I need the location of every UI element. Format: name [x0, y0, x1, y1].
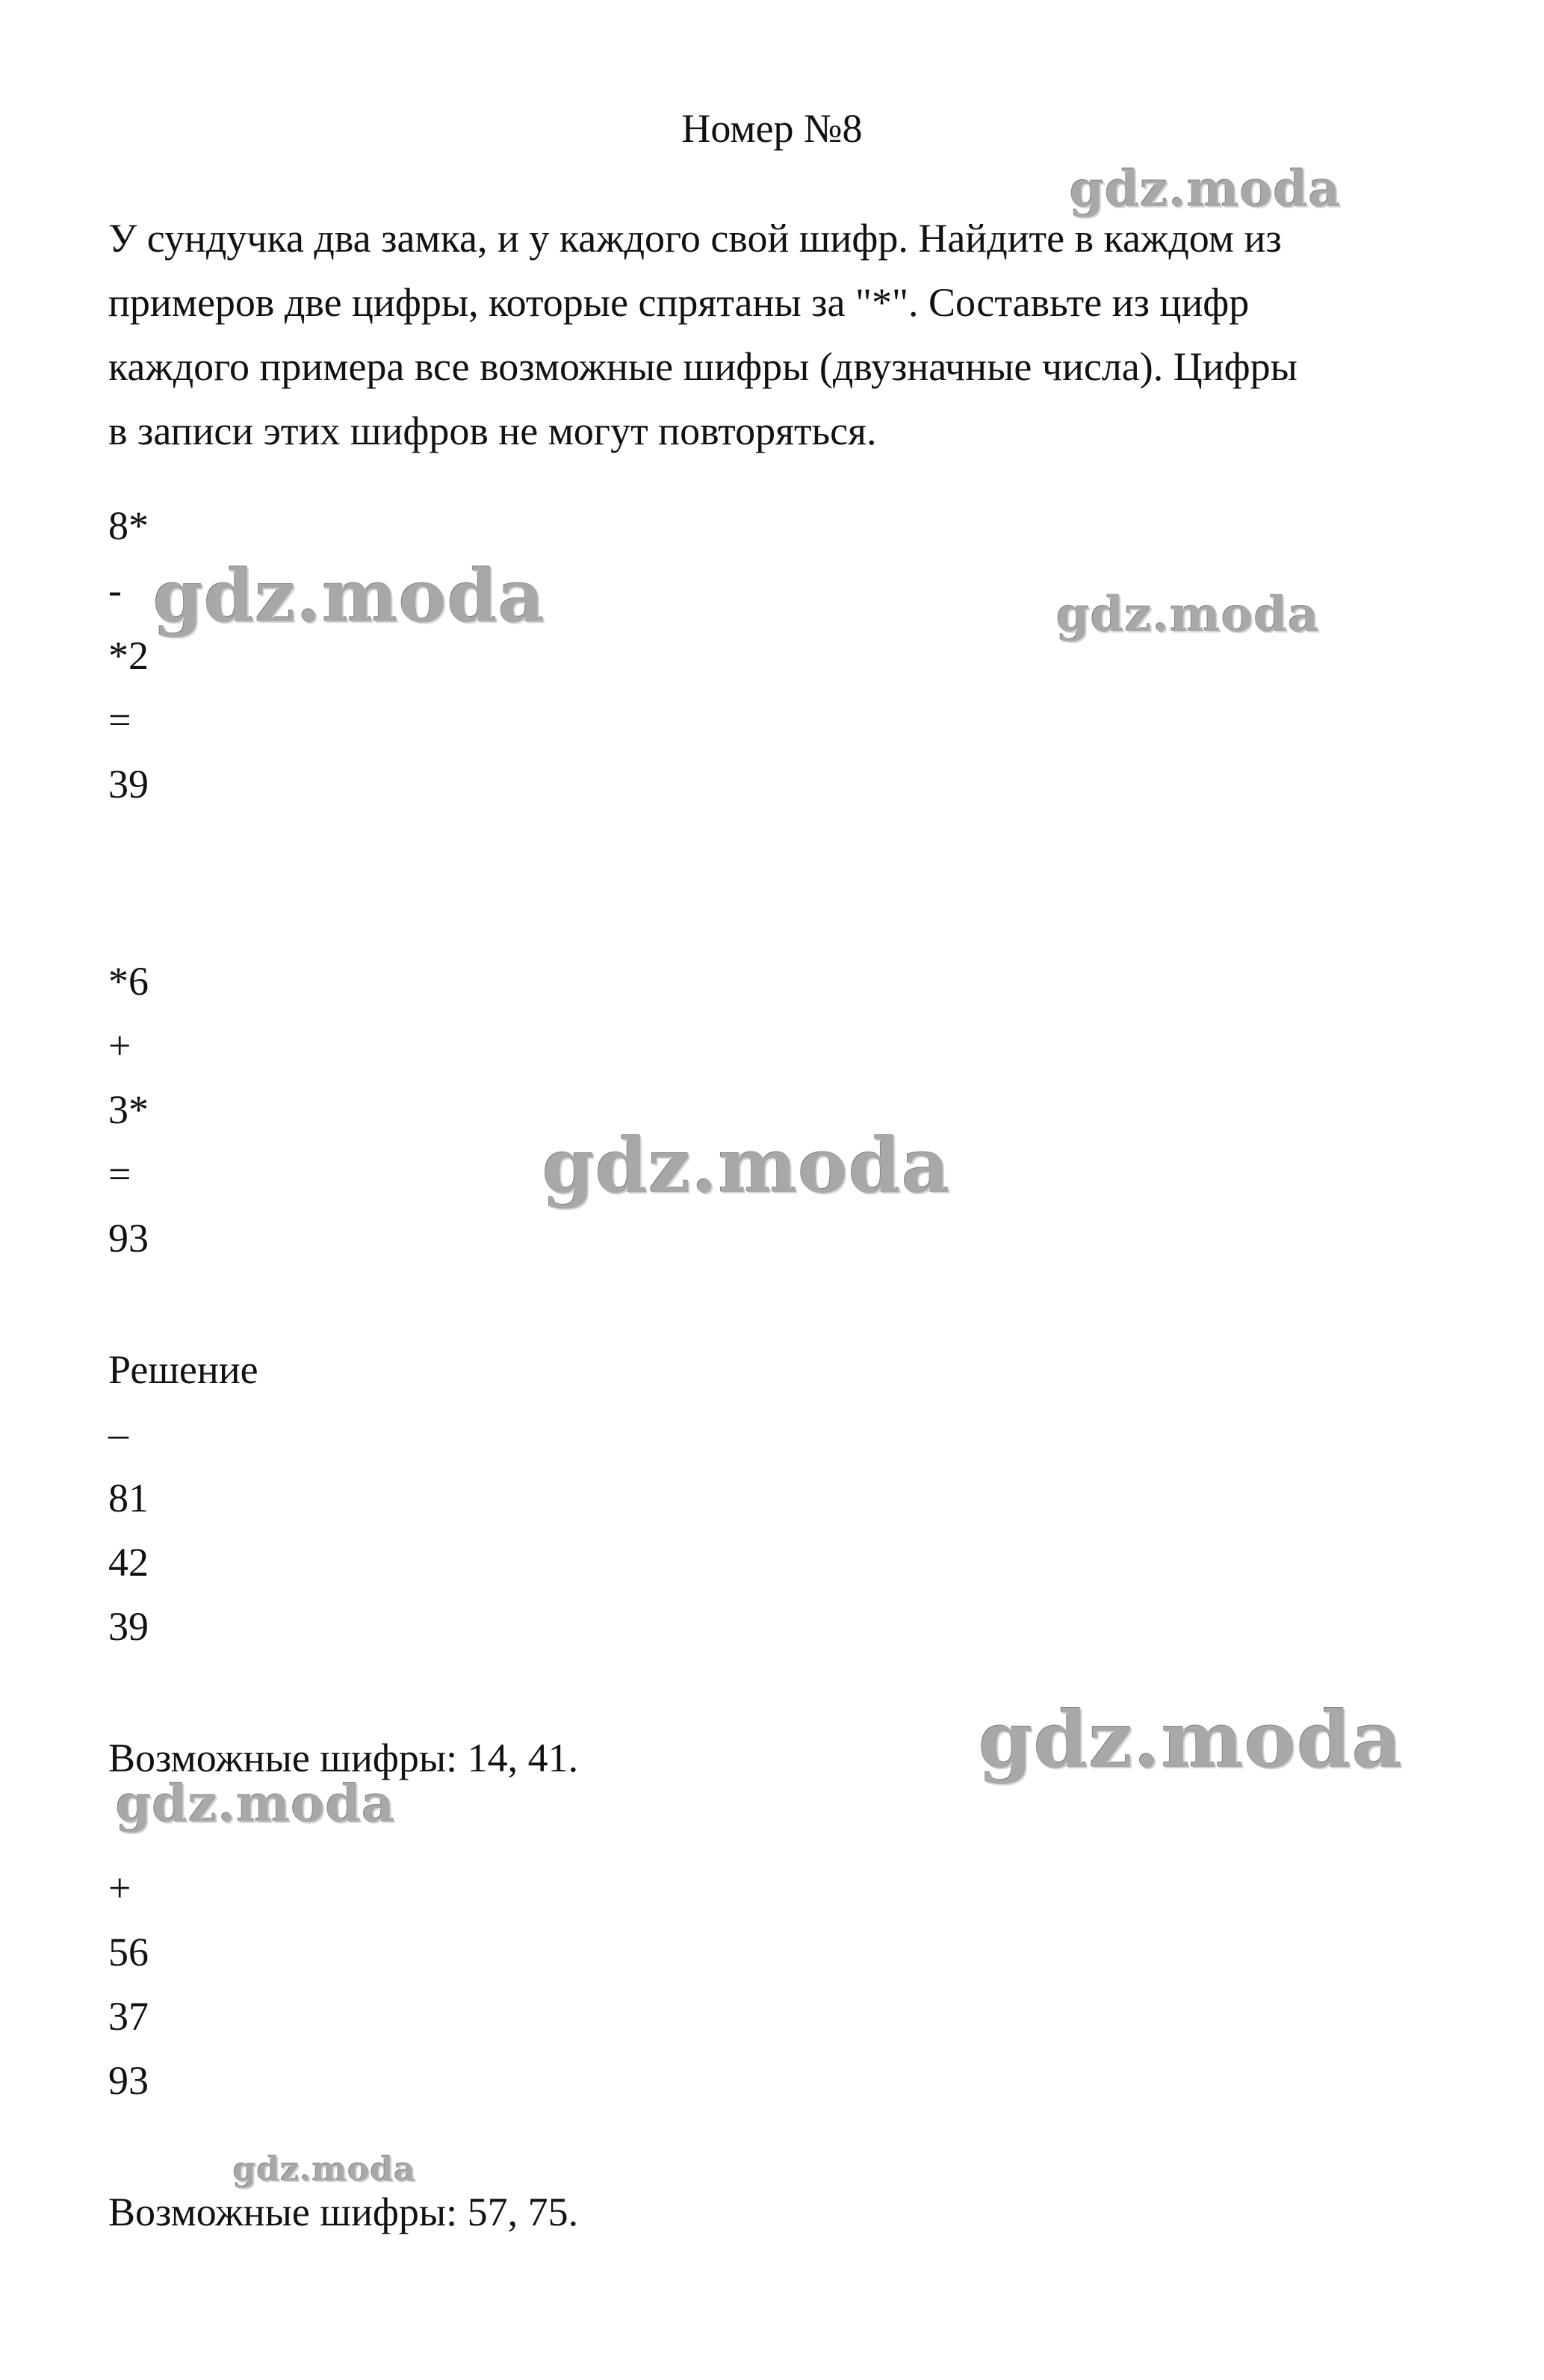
watermark-logo: gdz.moda	[1056, 587, 1320, 643]
solution2-answer: Возможные шифры: 57, 75.	[108, 2190, 579, 2234]
example1-operator: -	[108, 568, 122, 612]
watermark-logo: gdz.moda	[1070, 160, 1342, 218]
task-line: в записи этих шифров не могут повторяться.	[108, 408, 877, 453]
example2-result: 93	[108, 1216, 149, 1261]
example1-minuend: 8*	[108, 503, 149, 548]
example2-operator: +	[108, 1023, 131, 1068]
watermark-logo: gdz.moda	[233, 2151, 417, 2189]
task-line: каждого примера все возможные шифры (двузначные числа). Цифры	[108, 344, 1297, 389]
example1-subtrahend: *2	[108, 633, 149, 678]
watermark-logo: gdz.moda	[153, 554, 546, 639]
example2-addend2: 3*	[108, 1087, 149, 1132]
solution2-result: 93	[108, 2058, 149, 2103]
solution1-minuend: 81	[108, 1476, 149, 1520]
task-text	[108, 206, 1438, 463]
example1-result: 39	[108, 762, 149, 807]
solution2-addend1: 56	[108, 1930, 149, 1974]
solution2-operator: +	[108, 1865, 131, 1910]
watermark-logo: gdz.moda	[979, 1694, 1404, 1786]
example2-addend1: *6	[108, 959, 149, 1004]
example2-equals: =	[108, 1152, 131, 1196]
page-title: Номер №8	[681, 106, 863, 151]
solution1-result: 39	[108, 1604, 149, 1649]
solution2-addend2: 37	[108, 1994, 149, 2039]
watermark-logo: gdz.moda	[116, 1774, 396, 1834]
example1-equals: =	[108, 697, 131, 742]
task-line: примеров две цифры, которые спрятаны за "*". Составьте из цифр	[108, 280, 1250, 325]
solution-heading: Решение	[108, 1347, 258, 1392]
watermark-logo: gdz.moda	[542, 1122, 951, 1210]
solution1-answer: Возможные шифры: 14, 41.	[108, 1736, 579, 1780]
solution1-operator: –	[108, 1411, 128, 1456]
solution1-subtrahend: 42	[108, 1540, 149, 1585]
task-line: У сундучка два замка, и у каждого свой шифр. Найдите в каждом из	[108, 216, 1282, 261]
